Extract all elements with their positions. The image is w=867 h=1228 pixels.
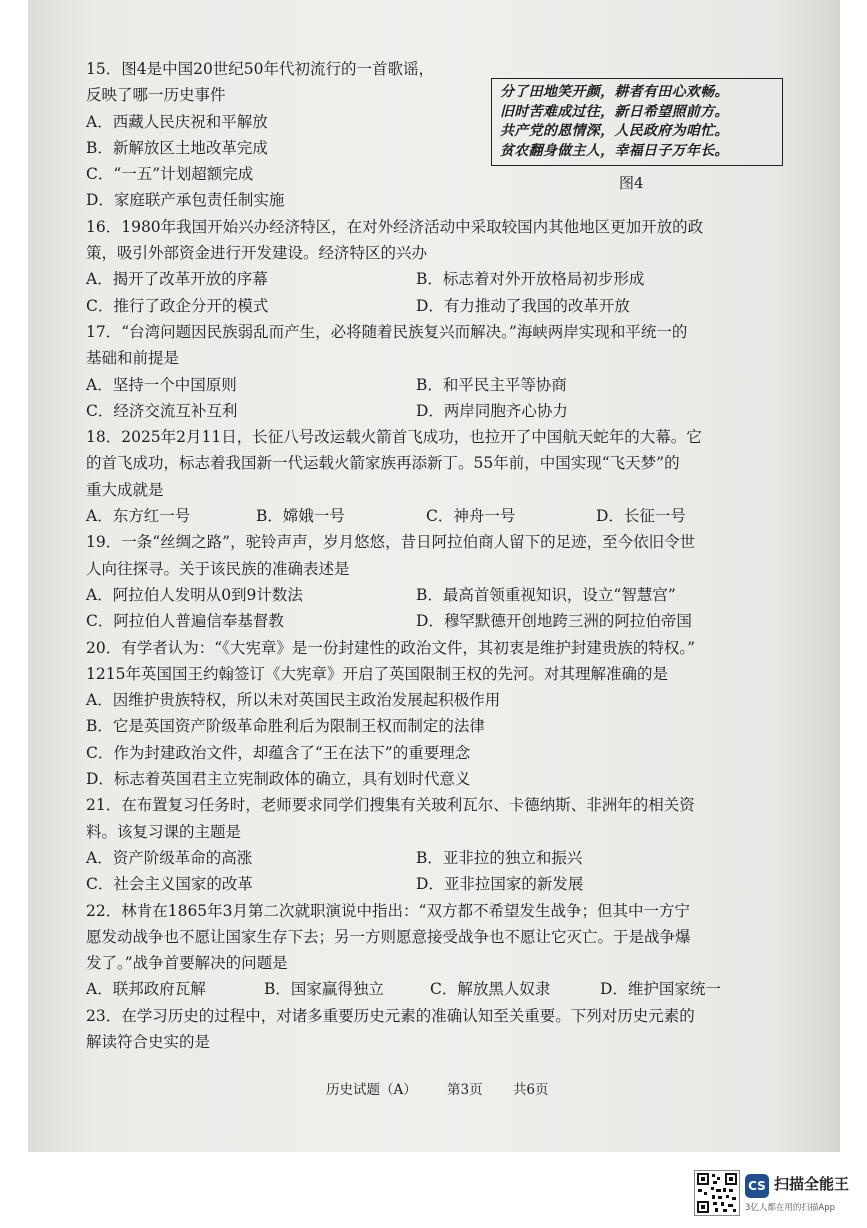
ballad-line-1: 分了田地笑开颜，耕者有田心欢畅。	[500, 84, 729, 100]
q22-stem-line1: 22．林肯在1865年3月第二次就职演说中指出：“双方都不希望发生战争；但其中一方宁	[86, 901, 690, 920]
scanned-page	[28, 0, 840, 1152]
camscanner-tagline: 3亿人都在用的扫描App	[745, 1203, 836, 1213]
q18-stem-line2: 的首飞成功，标志着我国新一代运载火箭家族再添新丁。55年前，中国实现“飞天梦”的	[86, 454, 680, 473]
q18-stem-line1: 18．2025年2月11日，长征八号改运载火箭首飞成功，也拉开了中国航天蛇年的大幕。它	[86, 428, 702, 447]
q19-stem-line1: 19．一条“丝绸之路”，驼铃声声，岁月悠悠，昔日阿拉伯商人留下的足迹，至今依旧令世	[86, 533, 696, 552]
q16-option-c: C．推行了政企分开的模式	[86, 296, 269, 315]
q17-option-d: D．两岸同胞齐心协力	[416, 401, 568, 420]
page-footer	[326, 1078, 575, 1098]
q16-options-row1	[86, 266, 786, 292]
q20-stem-line1: 20．有学者认为：“《大宪章》是一份封建性的政治文件，其初衷是维护封建贵族的特权。”	[86, 638, 696, 657]
q17-option-b: B．和平民主平等协商	[416, 375, 567, 394]
q15-option-c: C．“一五”计划超额完成	[86, 165, 254, 184]
q19-option-d: D．穆罕默德开创地跨三洲的阿拉伯帝国	[416, 612, 692, 631]
ballad-line-2: 旧时苦难成过往，新日希望照前方。	[500, 103, 729, 120]
q15-option-b: B．新解放区土地改革完成	[86, 138, 268, 157]
q19-options-row2	[86, 608, 786, 634]
footer-total-pages: 共6页	[512, 1082, 549, 1098]
q15-stem-line2: 反映了哪一历史事件	[86, 86, 226, 105]
q22-stem-line2: 愿发动战争也不愿让国家生存下去；另一方则愿意接受战争也不愿让它灭亡。于是战争爆	[86, 927, 691, 946]
q22-option-d: D．维护国家统一	[600, 980, 721, 999]
q21-stem-line1: 21．在布置复习任务时，老师要求同学们搜集有关玻利瓦尔、卡德纳斯、非洲年的相关资	[86, 796, 695, 815]
q20-option-d: D．标志着英国君主立宪制政体的确立，具有划时代意义	[86, 770, 471, 789]
q17-options-row2	[86, 398, 786, 424]
q22-option-c: C．解放黑人奴隶	[430, 980, 551, 999]
q20-option-c: C．作为封建政治文件，却蕴含了“王在法下”的重要理念	[86, 743, 471, 762]
q16-options-row2	[86, 293, 786, 319]
q20-option-a: A．因维护贵族特权，所以未对英国民主政治发展起积极作用	[86, 691, 501, 710]
q23-stem-line2: 解读符合史实的是	[86, 1032, 211, 1051]
q22-option-b: B．国家赢得独立	[264, 980, 384, 999]
q17-option-a: A．坚持一个中国原则	[86, 375, 237, 394]
camscanner-logo-icon: CS	[745, 1174, 769, 1198]
ballad-line-4: 贫农翻身做主人，幸福日子万年长。	[500, 142, 729, 159]
q20-option-b: B．它是英国资产阶级革命胜利后为限制王权而制定的法律	[86, 717, 485, 736]
q16-option-a: A．揭开了改革开放的序幕	[86, 270, 268, 289]
q21-options-row2	[86, 871, 786, 897]
q22-option-a: A．联邦政府瓦解	[86, 980, 206, 999]
q21-option-a: A．资产阶级革命的高涨	[86, 848, 253, 867]
q19-option-c: C．阿拉伯人普遍信奉基督教	[86, 612, 284, 631]
qr-code-icon	[694, 1170, 740, 1216]
q22-stem-line3: 发了。”战争首要解决的问题是	[86, 954, 288, 973]
footer-subject: 历史试题（A）	[326, 1082, 417, 1098]
footer-page-number: 第3页	[447, 1082, 483, 1098]
q21-stem-line2: 料。该复习课的主题是	[86, 822, 242, 841]
q18-stem-line3: 重大成就是	[86, 480, 164, 499]
q21-options-row1	[86, 845, 786, 871]
q16-stem-line1: 16．1980年我国开始兴办经济特区，在对外经济活动中采取较国内其他地区更加开放的政	[86, 217, 704, 236]
q16-option-d: D．有力推动了我国的改革开放	[416, 296, 630, 315]
q19-option-a: A．阿拉伯人发明从0到9计数法	[86, 585, 303, 604]
q15-stem-line1: 15．图4是中国20世纪50年代初流行的一首歌谣，	[86, 60, 435, 78]
q21-option-d: D．亚非拉国家的新发展	[416, 875, 584, 894]
q16-stem-line2: 策，吸引外部资金进行开发建设。经济特区的兴办	[86, 244, 428, 263]
ballad-line-3: 共产党的恩情深，人民政府为咱忙。	[500, 123, 729, 139]
q19-option-b: B．最高首领重视知识，设立“智慧宫”	[416, 585, 676, 604]
q17-option-c: C．经济交流互补互利	[86, 401, 238, 420]
question-list	[86, 56, 786, 1055]
q20-stem-line2: 1215年英国国王约翰签订《大宪章》开启了英国限制王权的先河。对其理解准确的是	[86, 664, 668, 683]
q18-option-c: C．神舟一号	[426, 507, 516, 526]
q21-option-c: C．社会主义国家的改革	[86, 875, 253, 894]
q17-stem-line2: 基础和前提是	[86, 349, 180, 368]
q18-option-d: D．长征一号	[596, 507, 686, 526]
q17-stem-line1: 17．“台湾问题因民族弱乱而产生，必将随着民族复兴而解决。”海峡两岸实现和平统一的	[86, 322, 688, 341]
q21-option-b: B．亚非拉的独立和振兴	[416, 848, 583, 867]
q17-options-row1	[86, 372, 786, 398]
q19-options-row1	[86, 582, 786, 608]
q23-stem-line1: 23．在学习历史的过程中，对诸多重要历史元素的准确认知至关重要。下列对历史元素的	[86, 1006, 695, 1025]
camscanner-app-name: 扫描全能王	[774, 1175, 850, 1193]
figure4-ballad-box	[491, 78, 783, 166]
q19-stem-line2: 人向往探寻。关于该民族的准确表述是	[86, 559, 350, 578]
q16-option-b: B．标志着对外开放格局初步形成	[416, 270, 645, 289]
figure4-caption: 图4	[619, 174, 644, 192]
q18-options-row	[86, 503, 786, 529]
q22-options-row	[86, 976, 786, 1002]
q15-option-a: A．西藏人民庆祝和平解放	[86, 112, 268, 131]
q15-option-d: D．家庭联产承包责任制实施	[86, 191, 285, 210]
q18-option-b: B．嫦娥一号	[256, 507, 345, 526]
q18-option-a: A．东方红一号	[86, 507, 191, 526]
